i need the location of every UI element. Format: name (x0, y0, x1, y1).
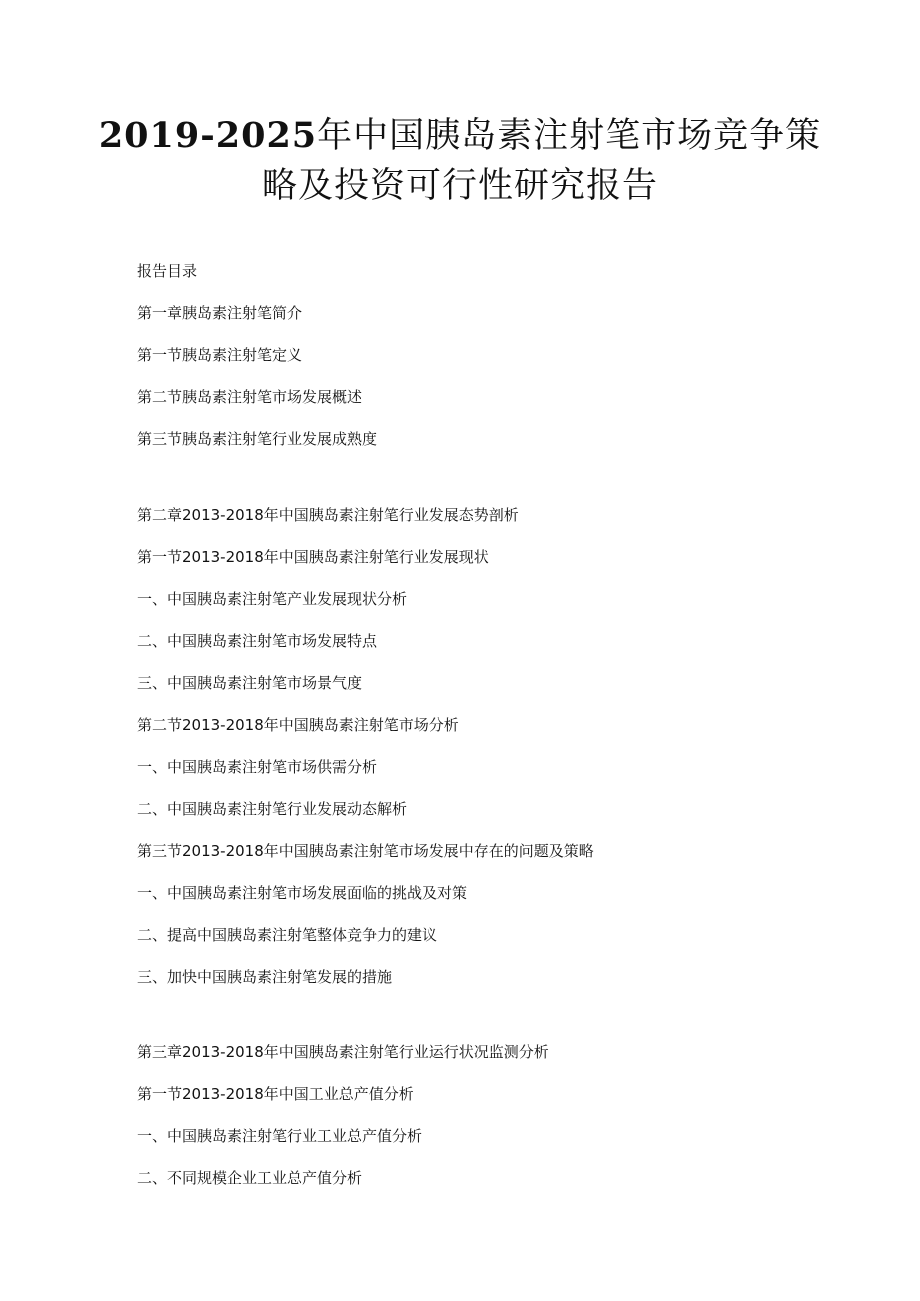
toc-item: 二、中国胰岛素注射笔行业发展动态解析 (137, 800, 408, 818)
toc-section: 第一节2013-2018年中国工业总产值分析 (137, 1085, 414, 1103)
toc-item: 一、中国胰岛素注射笔行业工业总产值分析 (137, 1127, 423, 1145)
toc-chapter: 第二章2013-2018年中国胰岛素注射笔行业发展态势剖析 (137, 506, 519, 524)
toc-item: 二、提高中国胰岛素注射笔整体竞争力的建议 (137, 926, 438, 944)
report-title-line-1 (60, 114, 860, 158)
title-year-range: 2019-2025 (98, 115, 318, 156)
title-line-1-text: 年中国胰岛素注射笔市场竞争策 (317, 116, 822, 156)
toc-item: 三、加快中国胰岛素注射笔发展的措施 (137, 968, 393, 986)
toc-heading: 报告目录 (137, 262, 198, 280)
toc-item: 三、中国胰岛素注射笔市场景气度 (137, 674, 363, 692)
toc-section: 第一节胰岛素注射笔定义 (137, 346, 303, 364)
toc-section: 第三节2013-2018年中国胰岛素注射笔市场发展中存在的问题及策略 (137, 842, 594, 860)
toc-section: 第二节胰岛素注射笔市场发展概述 (137, 388, 363, 406)
toc-item: 一、中国胰岛素注射笔产业发展现状分析 (137, 590, 408, 608)
toc-item: 一、中国胰岛素注射笔市场供需分析 (137, 758, 378, 776)
toc-section: 第一节2013-2018年中国胰岛素注射笔行业发展现状 (137, 548, 489, 566)
toc-chapter: 第三章2013-2018年中国胰岛素注射笔行业运行状况监测分析 (137, 1043, 549, 1061)
toc-item: 二、不同规模企业工业总产值分析 (137, 1169, 363, 1187)
toc-section: 第三节胰岛素注射笔行业发展成熟度 (137, 430, 378, 448)
toc-item: 二、中国胰岛素注射笔市场发展特点 (137, 632, 378, 650)
toc-chapter: 第一章胰岛素注射笔简介 (137, 304, 303, 322)
toc-section: 第二节2013-2018年中国胰岛素注射笔市场分析 (137, 716, 459, 734)
report-title-line-2: 略及投资可行性研究报告 (261, 166, 658, 206)
toc-item: 一、中国胰岛素注射笔市场发展面临的挑战及对策 (137, 884, 468, 902)
